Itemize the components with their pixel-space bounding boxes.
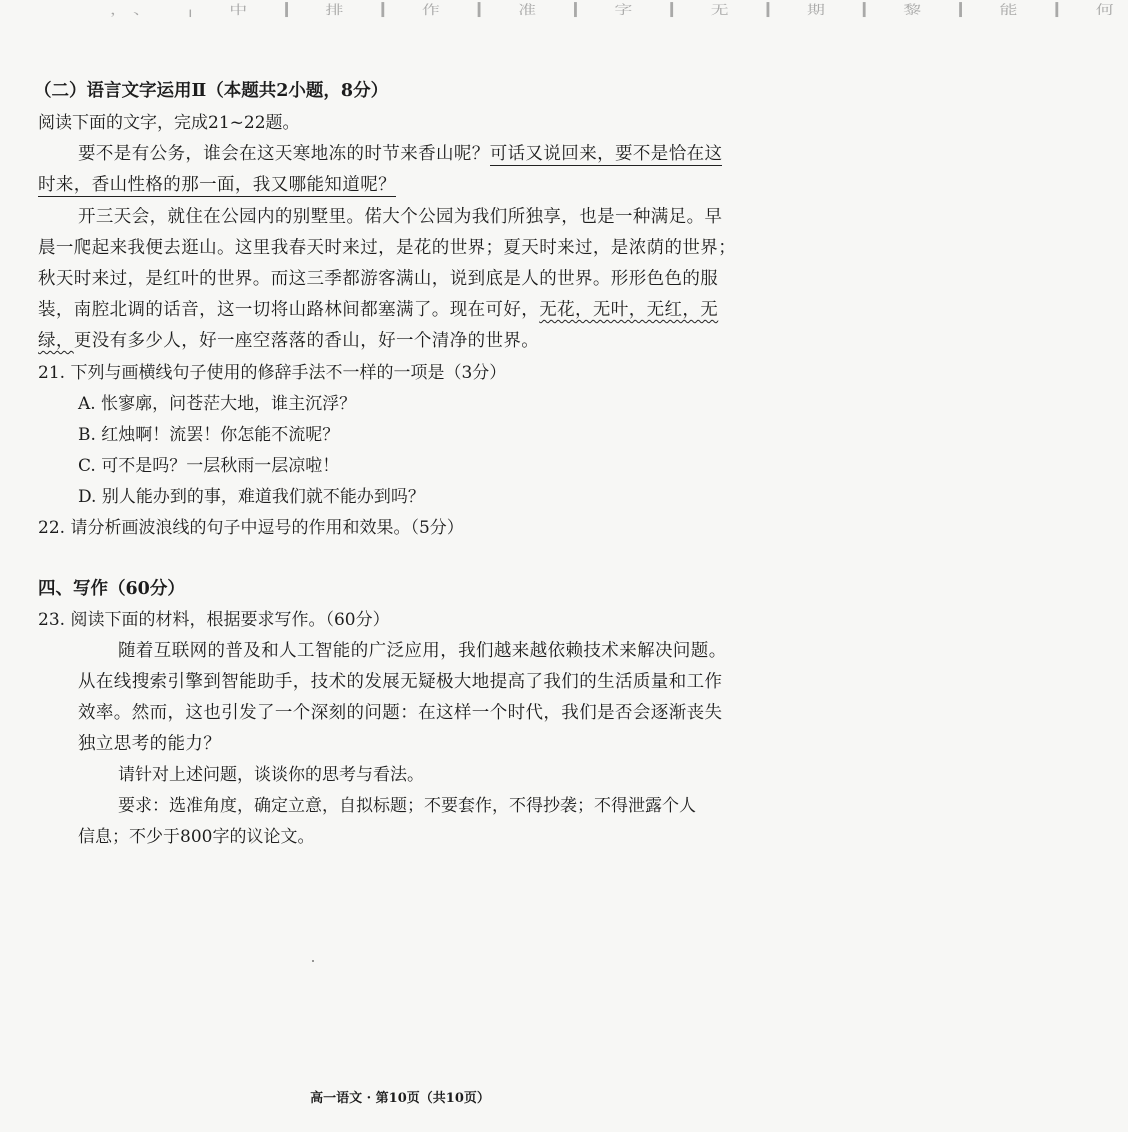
section-heading-language-use: （二）语言文字运用Ⅱ（本题共2小题，8分） xyxy=(34,81,389,101)
material-line: 随着互联网的普及和人工智能的广泛应用，我们越来越依赖技术来解决问题。 xyxy=(118,641,727,661)
passage-text: 要不是有公务，谁会在这天寒地冻的时节来香山呢？ xyxy=(78,144,490,164)
question-21-option-d: D. 别人能办到的事，难道我们就不能办到吗？ xyxy=(78,487,425,507)
passage-text: 更没有多少人，好一座空落落的香山，好一个清净的世界。 xyxy=(73,331,540,351)
underlined-sentence: 时来，香山性格的那一面，我又哪能知道呢？ xyxy=(38,175,396,195)
bleed-through-text: ，、 ╷ 中 ┃ 排 ┃ 作 ┃ 准 ┃ 字 ┃ 无 ┃ 期 ┃ 黎 ┃ 能 ┃ 何 xyxy=(110,2,1128,18)
material-line: 从在线搜索引擎到智能助手，技术的发展无疑极大地提高了我们的生活质量和工作 xyxy=(78,672,723,692)
writing-prompt: 请针对上述问题，谈谈你的思考与看法。 xyxy=(118,765,424,785)
question-21-option-b: B. 红烛啊！流罢！你怎能不流呢？ xyxy=(78,425,340,445)
passage-line xyxy=(38,174,396,196)
material-line: 独立思考的能力？ xyxy=(78,734,222,754)
page-footer: 高一语文 · 第10页（共10页） xyxy=(310,1091,490,1106)
reading-instruction: 阅读下面的文字，完成21~22题。 xyxy=(38,113,300,133)
passage-line xyxy=(38,330,539,352)
speck xyxy=(312,960,314,962)
question-23-stem: 23. 阅读下面的材料，根据要求写作。（60分） xyxy=(38,610,390,630)
question-21-option-a: A. 怅寥廓，问苍茫大地，谁主沉浮？ xyxy=(78,394,357,414)
question-21-stem: 21. 下列与画横线句子使用的修辞手法不一样的一项是（3分） xyxy=(38,363,507,383)
passage-line xyxy=(38,299,718,321)
writing-requirements: 要求：选准角度，确定立意，自拟标题；不要套作，不得抄袭；不得泄露个人 xyxy=(118,796,696,816)
material-line: 效率。然而，这也引发了一个深刻的问题：在这样一个时代，我们是否会逐渐丧失 xyxy=(78,703,723,723)
passage-line xyxy=(78,143,722,165)
question-21-option-c: C. 可不是吗？一层秋雨一层凉啦！ xyxy=(78,456,340,476)
wavy-underlined-sentence: 绿， xyxy=(38,331,74,351)
passage-line: 秋天时来过，是红叶的世界。而这三季都游客满山，说到底是人的世界。形形色色的服 xyxy=(38,269,719,289)
underlined-sentence: 可话又说回来，要不是恰在这 xyxy=(489,144,723,164)
section-heading-writing: 四、写作（60分） xyxy=(38,579,185,599)
writing-requirements: 信息；不少于800字的议论文。 xyxy=(78,827,315,847)
question-22-stem: 22. 请分析画波浪线的句子中逗号的作用和效果。（5分） xyxy=(38,518,464,538)
passage-line: 晨一爬起来我便去逛山。这里我春天时来过，是花的世界；夏天时来过，是浓荫的世界； xyxy=(38,238,737,258)
passage-line: 开三天会，就住在公园内的别墅里。偌大个公园为我们所独享，也是一种满足。早 xyxy=(78,207,723,227)
passage-text: 装，南腔北调的话音，这一切将山路林间都塞满了。现在可好， xyxy=(38,300,540,320)
wavy-underlined-sentence: 无花，无叶，无红，无 xyxy=(539,300,719,320)
